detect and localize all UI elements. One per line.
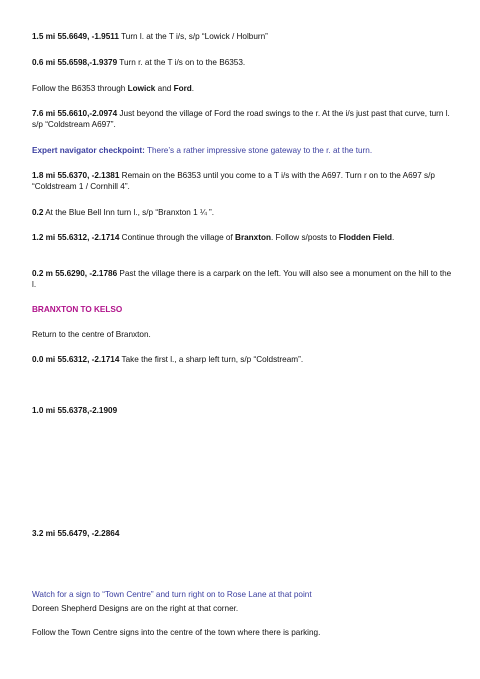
checkpoint-text: Watch for a sign to “Town Centre” and turn right on to Rose Lane at that point: [32, 590, 312, 599]
checkpoint-note: [32, 145, 452, 156]
step-text: and: [155, 84, 174, 93]
direction-step: Doreen Shepherd Designs are on the right at that corner.: [32, 604, 239, 613]
distance-coordinates: 0.6 mi 55.6598,-1.9379: [32, 58, 118, 67]
checkpoint-note: [32, 589, 452, 600]
checkpoint-label: Expert navigator checkpoint:: [32, 146, 145, 155]
direction-step: [32, 57, 452, 68]
direction-step: [32, 627, 452, 638]
step-text: .: [392, 233, 395, 242]
direction-step: [32, 83, 452, 94]
step-text: . Follow s/posts to: [270, 233, 339, 242]
direction-step: [32, 528, 452, 539]
step-text: Follow the B6353 through: [32, 84, 128, 93]
distance-coordinates: 1.2 mi 55.6312, -2.1714: [32, 233, 120, 242]
step-text: Just beyond the village of Ford the road swings to the r. At the i/s just past that curve, turn l. s/p “Coldstream A697”.: [32, 109, 450, 129]
step-text: Remain on the B6353 until you come to a T i/s with the A697. Turn r on to the A697 s/p “Coldstream 1 / Cornhill 4”.: [32, 171, 435, 191]
step-text: Continue through the village of: [119, 233, 236, 242]
step-text: .: [191, 84, 195, 93]
distance-coordinates: 0.2: [32, 208, 44, 217]
direction-step: [32, 108, 452, 130]
direction-step: [32, 170, 452, 192]
distance-coordinates: 0.2 m 55.6290, -2.1786: [32, 269, 118, 278]
direction-step: [32, 268, 452, 290]
step-text: At the Blue Bell Inn turn l., s/p “Branxton 1 ¼ ”.: [43, 208, 215, 217]
place-name: Lowick: [127, 84, 156, 93]
place-name: Flodden Field: [338, 233, 392, 242]
distance-coordinates: 0.0 mi 55.6312, -2.1714: [32, 355, 120, 364]
step-text: Follow the Town Centre signs into the centre of the town where there is parking.: [32, 628, 321, 637]
distance-coordinates: 3.2 mi 55.6479, -2.2864: [32, 529, 120, 538]
checkpoint-text: There’s a rather impressive stone gateway to the r. at the turn.: [144, 146, 373, 155]
step-text: Past the village there is a carpark on the left. You will also see a monument on the hill to the l.: [32, 269, 452, 289]
direction-step: [32, 31, 452, 42]
direction-step: [32, 232, 452, 243]
distance-coordinates: 1.5 mi 55.6649, -1.9511: [32, 32, 119, 41]
direction-step: [32, 207, 452, 218]
distance-coordinates: 7.6 mi 55.6610,-2.0974: [32, 109, 118, 118]
direction-step: Return to the centre of Branxton.: [32, 330, 151, 339]
step-text: Turn l. at the T i/s, s/p “Lowick / Holburn”: [118, 32, 268, 41]
direction-step: [32, 354, 452, 365]
place-name: Branxton: [235, 233, 271, 242]
step-text: Turn r. at the T i/s on to the B6353.: [117, 58, 246, 67]
distance-coordinates: 1.0 mi 55.6378,-2.1909: [32, 406, 118, 415]
direction-step: [32, 405, 452, 416]
step-text: Take the first l., a sharp left turn, s/p “Coldstream”.: [119, 355, 304, 364]
section-heading: BRANXTON TO KELSO: [32, 305, 123, 314]
distance-coordinates: 1.8 mi 55.6370, -2.1381: [32, 171, 120, 180]
place-name: Ford: [173, 84, 192, 93]
